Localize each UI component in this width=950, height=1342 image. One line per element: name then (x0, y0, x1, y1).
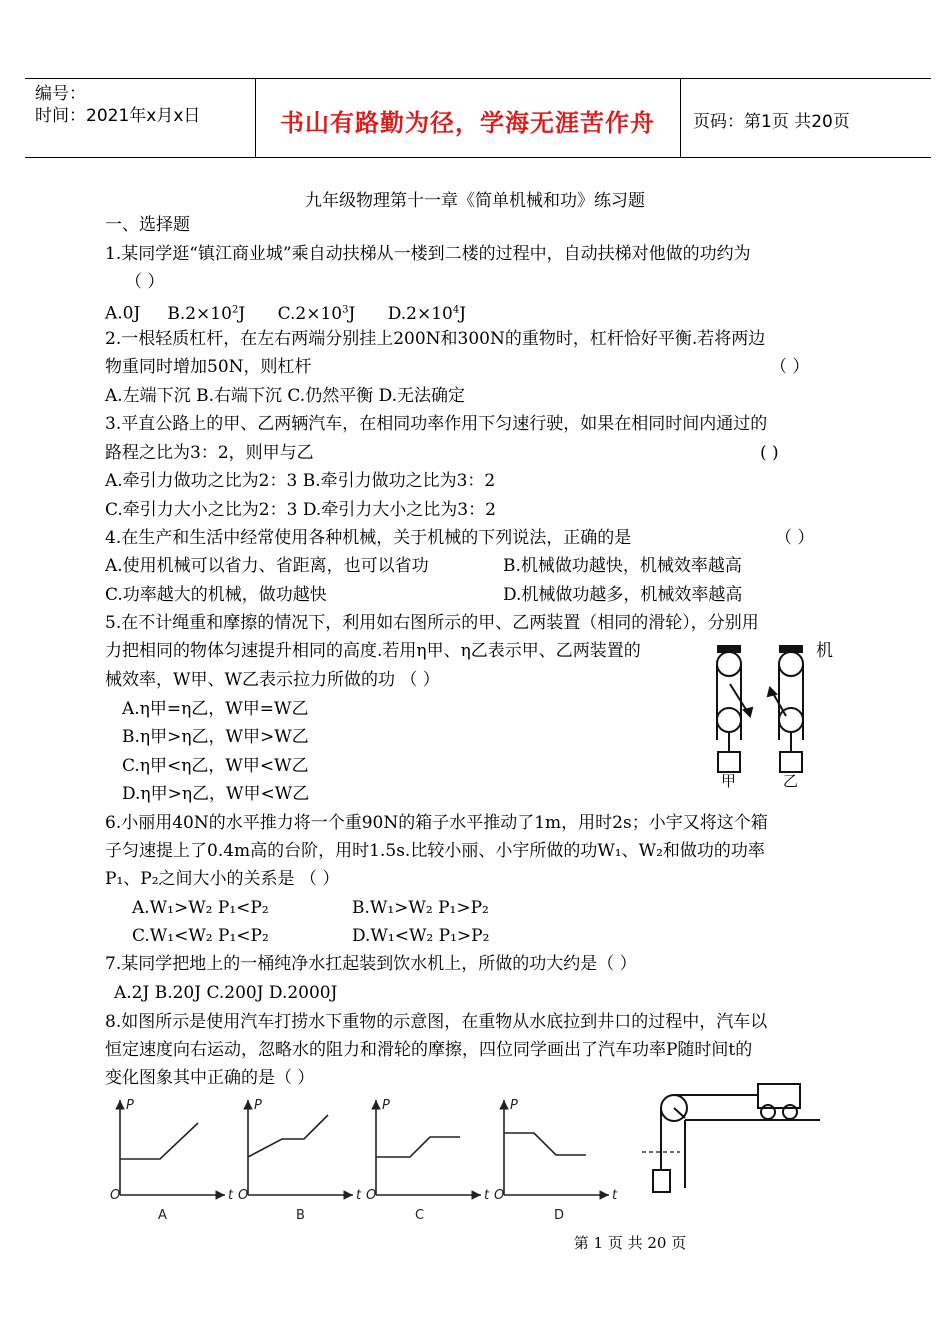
header-page-info: 页码：第1页 共20页 (693, 112, 850, 132)
q5-option-c: C.η甲<η乙，W甲<W乙 (122, 756, 309, 776)
q1-text: 1.某同学逛“镇江商业城”乘自动扶梯从一楼到二楼的过程中，自动扶梯对他做的功约为 (105, 244, 751, 264)
q2-bracket: （ ） (770, 357, 810, 377)
q4-option-a: A.使用机械可以省力、省距离，也可以省功 (105, 556, 429, 576)
q5-option-a: A.η甲=η乙，W甲=W乙 (122, 699, 309, 719)
q8-text-cont: 恒定速度向右运动，忽略水的阻力和滑轮的摩擦，四位同学画出了汽车功率P随时间t的 (105, 1040, 753, 1060)
q6-text-cont: 子匀速提上了0.4m高的台阶，用时1.5s.比较小丽、小宇所做的功W₁、W₂和做功的功率 (105, 841, 765, 861)
pulley-label-yi: 乙 (783, 772, 799, 790)
pulley-label-jia: 甲 (721, 772, 737, 790)
q1-option-a: A.0J (105, 303, 141, 324)
q6-option-b: B.W₁>W₂ P₁>P₂ (352, 898, 489, 918)
q6-option-c: C.W₁<W₂ P₁<P₂ (132, 926, 269, 946)
number-label: 编号： (35, 84, 86, 104)
q3-text-cont: 路程之比为3：2，则甲与乙 (105, 443, 314, 463)
q7-options: A.2J B.20J C.200J D.2000J (114, 983, 338, 1003)
page-title: 九年级物理第十一章《简单机械和功》练习题 (305, 191, 645, 211)
q4-option-d: D.机械做功越多，机械效率越高 (503, 585, 743, 605)
graph-d-p: P (510, 1098, 518, 1113)
q5-text-cont: 力把相同的物体匀速提升相同的高度.若用η甲、η乙表示甲、乙两装置的 (105, 641, 641, 661)
q6-option-a: A.W₁>W₂ P₁<P₂ (132, 898, 269, 918)
q8-text-cont2: 变化图象其中正确的是（ ） (105, 1068, 315, 1088)
q1-option-b: $B.2\times 10^2J$ (167, 303, 246, 324)
q1-options (105, 299, 466, 325)
q5-text-end: 机 (816, 641, 833, 661)
q3-options-ab: A.牵引力做功之比为2：3 B.牵引力做功之比为3：2 (105, 471, 496, 491)
q4-bracket: （ ） (775, 528, 815, 548)
header-motto: 书山有路勤为径，学海无涯苦作舟 (280, 109, 655, 137)
q3-options-cd: C.牵引力大小之比为2：3 D.牵引力大小之比为3：2 (105, 500, 496, 520)
q2-text-cont: 物重同时增加50N，则杠杆 (105, 357, 312, 377)
q4-option-b: B.机械做功越快，机械效率越高 (503, 556, 742, 576)
q6-option-d: D.W₁<W₂ P₁>P₂ (352, 926, 490, 946)
graph-b-p: P (254, 1098, 262, 1113)
q6-text: 6.小丽用40N的水平推力将一个重90N的箱子水平推动了1m，用时2s；小宇又将这个箱 (105, 813, 768, 833)
q5-option-d: D.η甲>η乙，W甲<W乙 (122, 784, 310, 804)
q7-text: 7.某同学把地上的一桶纯净水扛起装到饮水机上，所做的功大约是（ ） (105, 954, 637, 974)
q2-text: 2.一根轻质杠杆，在左右两端分别挂上200N和300N的重物时，杠杆恰好平衡.若将两边 (105, 329, 766, 349)
graph-b-t: t (356, 1188, 362, 1203)
q6-text-cont2: P₁、P₂之间大小的关系是 （ ） (105, 869, 340, 889)
graph-b-o: O (238, 1188, 249, 1203)
q1-option-c: $C.2\times 10^3J$ (277, 303, 356, 324)
header-meta (35, 83, 200, 127)
graph-c-t: t (484, 1188, 490, 1203)
graph-a-label: A (158, 1208, 167, 1223)
graph-d-label: D (554, 1208, 565, 1223)
q1-option-d: $D.2\times 10^4J$ (387, 303, 467, 324)
q2-options: A.左端下沉 B.右端下沉 C.仍然平衡 D.无法确定 (105, 386, 466, 406)
graph-a-t: t (228, 1188, 234, 1203)
car-winch-figure (640, 1080, 830, 1195)
q8-text: 8.如图所示是使用汽车打捞水下重物的示意图，在重物从水底拉到井口的过程中，汽车以 (105, 1012, 768, 1032)
graph-a-o: O (110, 1188, 121, 1203)
page-footer: 第 1 页 共 20 页 (573, 1234, 687, 1252)
graph-c-o: O (366, 1188, 377, 1203)
q8-graphs (100, 1095, 620, 1225)
graph-c-p: P (382, 1098, 390, 1113)
section-heading: 一、选择题 (105, 215, 190, 235)
q1-bracket: （ ） (125, 272, 165, 292)
graph-d-o: O (494, 1188, 505, 1203)
pulley-figure (700, 640, 835, 790)
q5-text: 5.在不计绳重和摩擦的情况下，利用如右图所示的甲、乙两装置（相同的滑轮），分别用 (105, 613, 759, 633)
graph-d-t: t (612, 1188, 618, 1203)
header-divider (680, 79, 681, 157)
q3-text: 3.平直公路上的甲、乙两辆汽车，在相同功率作用下匀速行驶，如果在相同时间内通过的 (105, 414, 768, 434)
q5-option-b: B.η甲>η乙，W甲>W乙 (122, 727, 309, 747)
q3-bracket: ( ) (760, 443, 779, 463)
graph-c-label: C (415, 1208, 425, 1223)
q4-text: 4.在生产和生活中经常使用各种机械，关于机械的下列说法，正确的是 (105, 528, 632, 548)
graph-a-p: P (126, 1098, 134, 1113)
document-header (25, 78, 931, 158)
time-label: 时间：2021年x月x日 (35, 106, 201, 126)
q5-text-cont2: 械效率，W甲、W乙表示拉力所做的功 （ ） (105, 670, 440, 690)
q4-option-c: C.功率越大的机械，做功越快 (105, 585, 327, 605)
graph-b-label: B (296, 1208, 305, 1223)
